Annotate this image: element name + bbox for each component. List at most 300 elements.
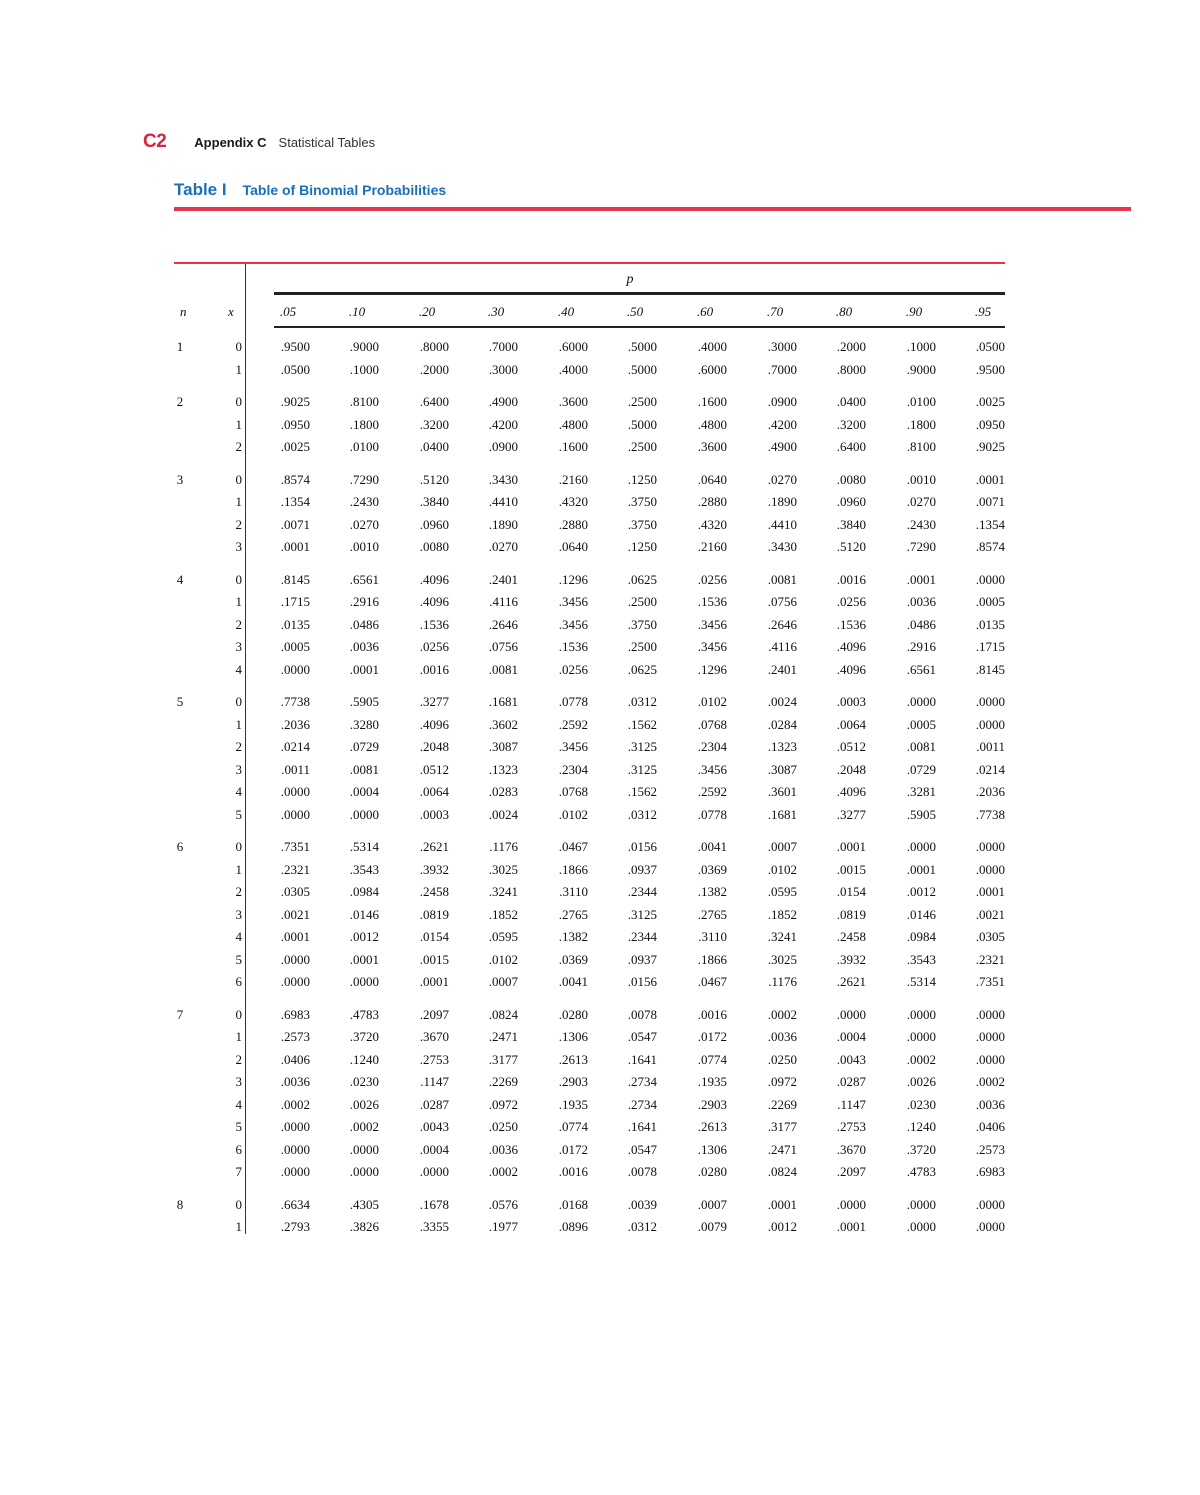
probability-cell: .0270: [488, 539, 518, 554]
table-row: [0, 760, 1200, 780]
n-value: 7: [176, 1006, 184, 1022]
probability-cell: .0500: [280, 361, 310, 377]
table-row: [0, 537, 1200, 557]
probability-cell: .8000: [419, 339, 449, 354]
probability-cell: .6000: [697, 361, 727, 377]
probability-cell: .1000: [349, 361, 379, 377]
probability-cell: .0016: [558, 1164, 588, 1179]
probability-cell: .0256: [419, 639, 449, 654]
probability-cell: .7290: [349, 471, 379, 487]
probability-cell: .2573: [975, 1141, 1005, 1157]
probability-cell: .4200: [488, 416, 518, 432]
probability-cell: .1641: [627, 1119, 657, 1134]
probability-cell: .0064: [836, 716, 866, 732]
probability-cell: .2613: [558, 1051, 588, 1067]
probability-cell: .2458: [419, 884, 449, 899]
probability-cell: .1147: [420, 1074, 449, 1089]
probability-cell: .8574: [280, 471, 310, 487]
probability-cell: .2500: [627, 439, 657, 454]
table-row: [0, 615, 1200, 635]
probability-cell: .9025: [975, 439, 1005, 454]
probability-cell: .1176: [768, 974, 797, 989]
table-row: [0, 415, 1200, 435]
probability-cell: .0071: [975, 494, 1005, 509]
probability-cell: .4410: [767, 516, 797, 532]
probability-cell: .3750: [627, 516, 657, 532]
probability-cell: .2160: [697, 539, 727, 554]
table-row: [0, 515, 1200, 535]
probability-cell: .4096: [419, 571, 449, 587]
probability-cell: .3125: [627, 761, 657, 777]
probability-cell: .2793: [280, 1219, 310, 1234]
probability-cell: .0041: [558, 974, 588, 989]
probability-cell: .3456: [558, 594, 588, 609]
probability-cell: .0000: [280, 661, 310, 677]
probability-cell: .0512: [419, 761, 449, 777]
probability-cell: .4320: [558, 494, 588, 509]
probability-cell: .2621: [836, 974, 866, 989]
probability-cell: .0172: [558, 1141, 588, 1157]
table-heading: [174, 180, 446, 200]
table-row: [0, 782, 1200, 802]
probability-cell: .0547: [627, 1029, 657, 1044]
probability-cell: .2304: [558, 761, 588, 777]
probability-cell: .3125: [627, 739, 657, 754]
probability-cell: .1681: [767, 806, 797, 822]
probability-cell: .0010: [906, 471, 936, 487]
probability-cell: .0312: [627, 806, 657, 822]
probability-cell: .2430: [349, 494, 379, 509]
table-row: [0, 905, 1200, 925]
table-row: [0, 837, 1200, 857]
probability-cell: .0001: [767, 1196, 797, 1212]
probability-cell: .3750: [627, 494, 657, 509]
probability-cell: .0768: [697, 716, 727, 732]
table-row: [0, 860, 1200, 880]
probability-cell: .0824: [488, 1006, 518, 1022]
probability-cell: .3280: [349, 716, 379, 732]
heading-rule: [174, 207, 1131, 211]
probability-cell: .6983: [975, 1164, 1005, 1179]
table-label: Table I: [174, 180, 227, 199]
probability-cell: .0036: [488, 1141, 518, 1157]
probability-cell: .0214: [975, 761, 1005, 777]
probability-cell: .0036: [975, 1096, 1005, 1112]
p-value-header: .60: [696, 304, 714, 319]
probability-cell: .1306: [558, 1029, 588, 1044]
x-value: 3: [235, 539, 242, 554]
x-value: 0: [235, 1006, 242, 1022]
probability-cell: .0312: [627, 1219, 657, 1234]
probability-cell: .4096: [419, 594, 449, 609]
probability-cell: .0001: [836, 1219, 866, 1234]
probability-cell: .7290: [906, 539, 936, 554]
probability-cell: .4900: [767, 439, 797, 454]
probability-cell: .3456: [558, 739, 588, 754]
probability-cell: .0081: [906, 739, 936, 754]
probability-cell: .0305: [280, 884, 310, 899]
probability-cell: .2430: [906, 516, 936, 532]
x-value: 5: [235, 1119, 242, 1134]
probability-cell: .6561: [906, 661, 936, 677]
probability-cell: .0001: [906, 571, 936, 587]
probability-cell: .1240: [906, 1119, 936, 1134]
probability-cell: .3543: [906, 951, 936, 967]
probability-cell: .8145: [280, 571, 310, 587]
probability-cell: .0576: [488, 1196, 518, 1212]
table-row: [0, 1162, 1200, 1182]
probability-cell: .0016: [419, 661, 449, 677]
probability-cell: .2500: [627, 594, 657, 609]
probability-cell: .0154: [836, 884, 866, 899]
probability-cell: .3241: [488, 884, 518, 899]
probability-cell: .2646: [488, 616, 518, 632]
probability-cell: .0000: [906, 839, 936, 854]
probability-cell: .1147: [837, 1096, 866, 1112]
probability-cell: .2753: [836, 1119, 866, 1134]
probability-cell: .0000: [419, 1164, 449, 1179]
probability-cell: .2048: [419, 739, 449, 754]
probability-cell: .0015: [419, 951, 449, 967]
probability-cell: .0000: [975, 716, 1005, 732]
probability-cell: .0081: [767, 571, 797, 587]
probability-cell: .0270: [767, 471, 797, 487]
probability-cell: .2500: [627, 394, 657, 409]
x-value: 1: [235, 594, 242, 609]
probability-cell: .0102: [697, 694, 727, 709]
probability-cell: .0135: [280, 616, 310, 632]
p-header: p: [626, 272, 634, 287]
probability-cell: .9500: [975, 361, 1005, 377]
probability-cell: .5905: [349, 694, 379, 709]
probability-cell: .2036: [975, 784, 1005, 799]
probability-cell: .0000: [906, 1029, 936, 1044]
probability-cell: .0256: [697, 571, 727, 587]
probability-cell: .0000: [280, 806, 310, 822]
probability-cell: .2916: [349, 594, 379, 609]
probability-cell: .4200: [767, 416, 797, 432]
probability-cell: .3087: [488, 739, 518, 754]
probability-cell: .0036: [767, 1029, 797, 1044]
table-row: [0, 1095, 1200, 1115]
probability-cell: .0000: [906, 1219, 936, 1234]
probability-cell: .5905: [906, 806, 936, 822]
probability-cell: .0984: [349, 884, 379, 899]
running-head: [143, 131, 375, 155]
probability-cell: .0024: [488, 806, 518, 822]
probability-cell: .3456: [697, 639, 727, 654]
x-value: 1: [235, 416, 242, 432]
probability-cell: .7000: [488, 339, 518, 354]
probability-cell: .0000: [975, 839, 1005, 854]
probability-cell: .1678: [419, 1196, 449, 1212]
probability-cell: .0729: [906, 761, 936, 777]
probability-cell: .0000: [280, 784, 310, 799]
probability-cell: .0000: [349, 974, 379, 989]
column-header-rule: [274, 326, 1005, 328]
probability-cell: .0002: [349, 1119, 379, 1134]
table-row: [0, 1117, 1200, 1137]
x-column-header: x: [228, 304, 234, 319]
probability-cell: .0000: [349, 1141, 379, 1157]
probability-cell: .0729: [349, 739, 379, 754]
table-row: [0, 1027, 1200, 1047]
probability-cell: .2321: [280, 861, 310, 877]
probability-cell: .0512: [836, 739, 866, 754]
x-value: 6: [235, 974, 242, 989]
probability-cell: .0079: [697, 1219, 727, 1234]
table-row: [0, 592, 1200, 612]
table-row: [0, 492, 1200, 512]
probability-cell: .0000: [975, 1006, 1005, 1022]
probability-cell: .0000: [280, 1119, 310, 1134]
probability-cell: .6000: [558, 339, 588, 354]
probability-cell: .3200: [419, 416, 449, 432]
probability-cell: .9000: [349, 339, 379, 354]
x-value: 4: [235, 784, 242, 799]
probability-cell: .0024: [767, 694, 797, 709]
probability-cell: .2573: [280, 1029, 310, 1044]
probability-cell: .0021: [280, 906, 310, 922]
x-value: 1: [235, 361, 242, 377]
probability-cell: .0467: [697, 974, 727, 989]
x-value: 1: [235, 1219, 242, 1234]
probability-cell: .3430: [488, 471, 518, 487]
probability-cell: .0400: [836, 394, 866, 409]
probability-cell: .0972: [488, 1096, 518, 1112]
probability-cell: .2613: [697, 1119, 727, 1134]
probability-cell: .1977: [488, 1219, 518, 1234]
probability-cell: .1935: [697, 1074, 727, 1089]
probability-cell: .0900: [767, 394, 797, 409]
probability-cell: .3241: [767, 929, 797, 944]
table-row: [0, 360, 1200, 380]
probability-cell: .0025: [280, 439, 310, 454]
probability-cell: .0102: [558, 806, 588, 822]
probability-cell: .5000: [627, 361, 657, 377]
x-value: 3: [235, 906, 242, 922]
probability-cell: .0000: [975, 1196, 1005, 1212]
probability-cell: .1641: [627, 1051, 657, 1067]
x-value: 2: [235, 616, 242, 632]
probability-cell: .0960: [836, 494, 866, 509]
probability-cell: .4800: [558, 416, 588, 432]
probability-cell: .5000: [627, 339, 657, 354]
probability-cell: .1562: [627, 784, 657, 799]
x-value: 2: [235, 516, 242, 532]
probability-cell: .4783: [906, 1164, 936, 1179]
probability-cell: .3430: [767, 539, 797, 554]
probability-cell: .1250: [627, 471, 657, 487]
table-row: [0, 1217, 1200, 1237]
probability-cell: .0001: [349, 661, 379, 677]
probability-cell: .2160: [558, 471, 588, 487]
probability-cell: .0001: [975, 471, 1005, 487]
x-value: 3: [235, 761, 242, 777]
table-row: [0, 950, 1200, 970]
n-value: 5: [176, 694, 184, 709]
probability-cell: .7738: [280, 694, 310, 709]
probability-cell: .0007: [767, 839, 797, 854]
probability-cell: .0004: [419, 1141, 449, 1157]
probability-cell: .5120: [419, 471, 449, 487]
probability-cell: .7000: [767, 361, 797, 377]
probability-cell: .3277: [419, 694, 449, 709]
probability-cell: .2304: [697, 739, 727, 754]
probability-cell: .2269: [488, 1074, 518, 1089]
probability-cell: .4900: [488, 394, 518, 409]
probability-cell: .7351: [975, 974, 1005, 989]
probability-cell: .0000: [906, 1196, 936, 1212]
probability-cell: .0043: [419, 1119, 449, 1134]
x-value: 1: [235, 494, 242, 509]
probability-cell: .0500: [975, 339, 1005, 354]
probability-cell: .2592: [558, 716, 588, 732]
x-value: 6: [235, 1141, 242, 1157]
probability-cell: .1176: [489, 839, 518, 854]
probability-cell: .3543: [349, 861, 379, 877]
probability-cell: .3840: [836, 516, 866, 532]
probability-cell: .0640: [697, 471, 727, 487]
probability-cell: .0595: [767, 884, 797, 899]
probability-cell: .0016: [697, 1006, 727, 1022]
p-value-header: .30: [487, 304, 505, 319]
page-number: C2: [143, 131, 167, 152]
probability-cell: .0287: [419, 1096, 449, 1112]
probability-cell: .4096: [419, 716, 449, 732]
x-value: 0: [235, 1196, 242, 1212]
probability-cell: .2097: [419, 1006, 449, 1022]
probability-cell: .0250: [488, 1119, 518, 1134]
probability-cell: .0950: [975, 416, 1005, 432]
probability-cell: .0080: [836, 471, 866, 487]
probability-cell: .2097: [836, 1164, 866, 1179]
probability-cell: .0002: [767, 1006, 797, 1022]
p-value-header: .90: [905, 304, 923, 319]
probability-cell: .0950: [280, 416, 310, 432]
probability-cell: .0078: [627, 1164, 657, 1179]
probability-cell: .8100: [349, 394, 379, 409]
probability-cell: .1240: [349, 1051, 379, 1067]
probability-cell: .0256: [558, 661, 588, 677]
probability-cell: .0168: [558, 1196, 588, 1212]
probability-cell: .0768: [558, 784, 588, 799]
x-value: 0: [235, 571, 242, 587]
probability-cell: .0284: [767, 716, 797, 732]
probability-cell: .2000: [419, 361, 449, 377]
x-value: 0: [235, 394, 242, 409]
table-row: [0, 470, 1200, 490]
probability-cell: .3000: [488, 361, 518, 377]
probability-cell: .0406: [975, 1119, 1005, 1134]
probability-cell: .0021: [975, 906, 1005, 922]
probability-cell: .2880: [558, 516, 588, 532]
probability-cell: .3602: [488, 716, 518, 732]
p-value-header: .40: [557, 304, 575, 319]
probability-cell: .0369: [697, 861, 727, 877]
probability-cell: .0778: [558, 694, 588, 709]
p-value-header: .10: [348, 304, 366, 319]
table-row: [0, 927, 1200, 947]
probability-cell: .4320: [697, 516, 727, 532]
probability-cell: .2753: [419, 1051, 449, 1067]
probability-cell: .2880: [697, 494, 727, 509]
probability-cell: .0000: [975, 1219, 1005, 1234]
x-value: 3: [235, 639, 242, 654]
section-title: Statistical Tables: [278, 135, 376, 150]
probability-cell: .0972: [767, 1074, 797, 1089]
probability-cell: .0039: [627, 1196, 657, 1212]
probability-cell: .0005: [280, 639, 310, 654]
probability-cell: .0756: [488, 639, 518, 654]
table-row: [0, 437, 1200, 457]
probability-cell: .1800: [349, 416, 379, 432]
probability-cell: .0001: [349, 951, 379, 967]
probability-cell: .1852: [767, 906, 797, 922]
probability-cell: .0102: [488, 951, 518, 967]
probability-cell: .2401: [488, 571, 518, 587]
probability-cell: .0778: [697, 806, 727, 822]
x-value: 0: [235, 839, 242, 854]
probability-cell: .2036: [280, 716, 310, 732]
x-value: 2: [235, 439, 242, 454]
probability-cell: .0156: [627, 839, 657, 854]
probability-cell: .2903: [558, 1074, 588, 1089]
probability-cell: .3720: [349, 1029, 379, 1044]
probability-cell: .3826: [349, 1219, 379, 1234]
probability-cell: .8574: [975, 539, 1005, 554]
table-row: [0, 972, 1200, 992]
probability-cell: .0001: [906, 861, 936, 877]
probability-cell: .0000: [975, 571, 1005, 587]
probability-cell: .0025: [975, 394, 1005, 409]
probability-cell: .0625: [627, 571, 657, 587]
probability-cell: .0819: [836, 906, 866, 922]
probability-cell: .3177: [488, 1051, 518, 1067]
probability-cell: .4305: [349, 1196, 379, 1212]
x-value: 1: [235, 716, 242, 732]
probability-cell: .0081: [488, 661, 518, 677]
n-value: 3: [176, 471, 184, 487]
probability-cell: .2646: [767, 616, 797, 632]
probability-cell: .1296: [558, 571, 588, 587]
probability-cell: .0001: [419, 974, 449, 989]
table-row: [0, 1140, 1200, 1160]
probability-cell: .0002: [280, 1096, 310, 1112]
probability-cell: .0000: [280, 1141, 310, 1157]
probability-cell: .1536: [558, 639, 588, 654]
probability-cell: .8145: [975, 661, 1005, 677]
probability-cell: .1935: [558, 1096, 588, 1112]
probability-cell: .0043: [836, 1051, 866, 1067]
probability-cell: .3281: [906, 784, 936, 799]
probability-cell: .0156: [627, 974, 657, 989]
n-value: 4: [176, 571, 184, 587]
probability-cell: .2500: [627, 639, 657, 654]
probability-cell: .5314: [906, 974, 936, 989]
probability-cell: .2321: [975, 951, 1005, 967]
n-value: 2: [176, 394, 184, 409]
table-row: [0, 637, 1200, 657]
probability-cell: .3840: [419, 494, 449, 509]
probability-cell: .3087: [767, 761, 797, 777]
probability-cell: .1306: [697, 1141, 727, 1157]
probability-cell: .2401: [767, 661, 797, 677]
probability-cell: .2734: [627, 1096, 657, 1112]
probability-cell: .3125: [627, 906, 657, 922]
x-value: 2: [235, 1051, 242, 1067]
probability-cell: .7351: [280, 839, 310, 854]
